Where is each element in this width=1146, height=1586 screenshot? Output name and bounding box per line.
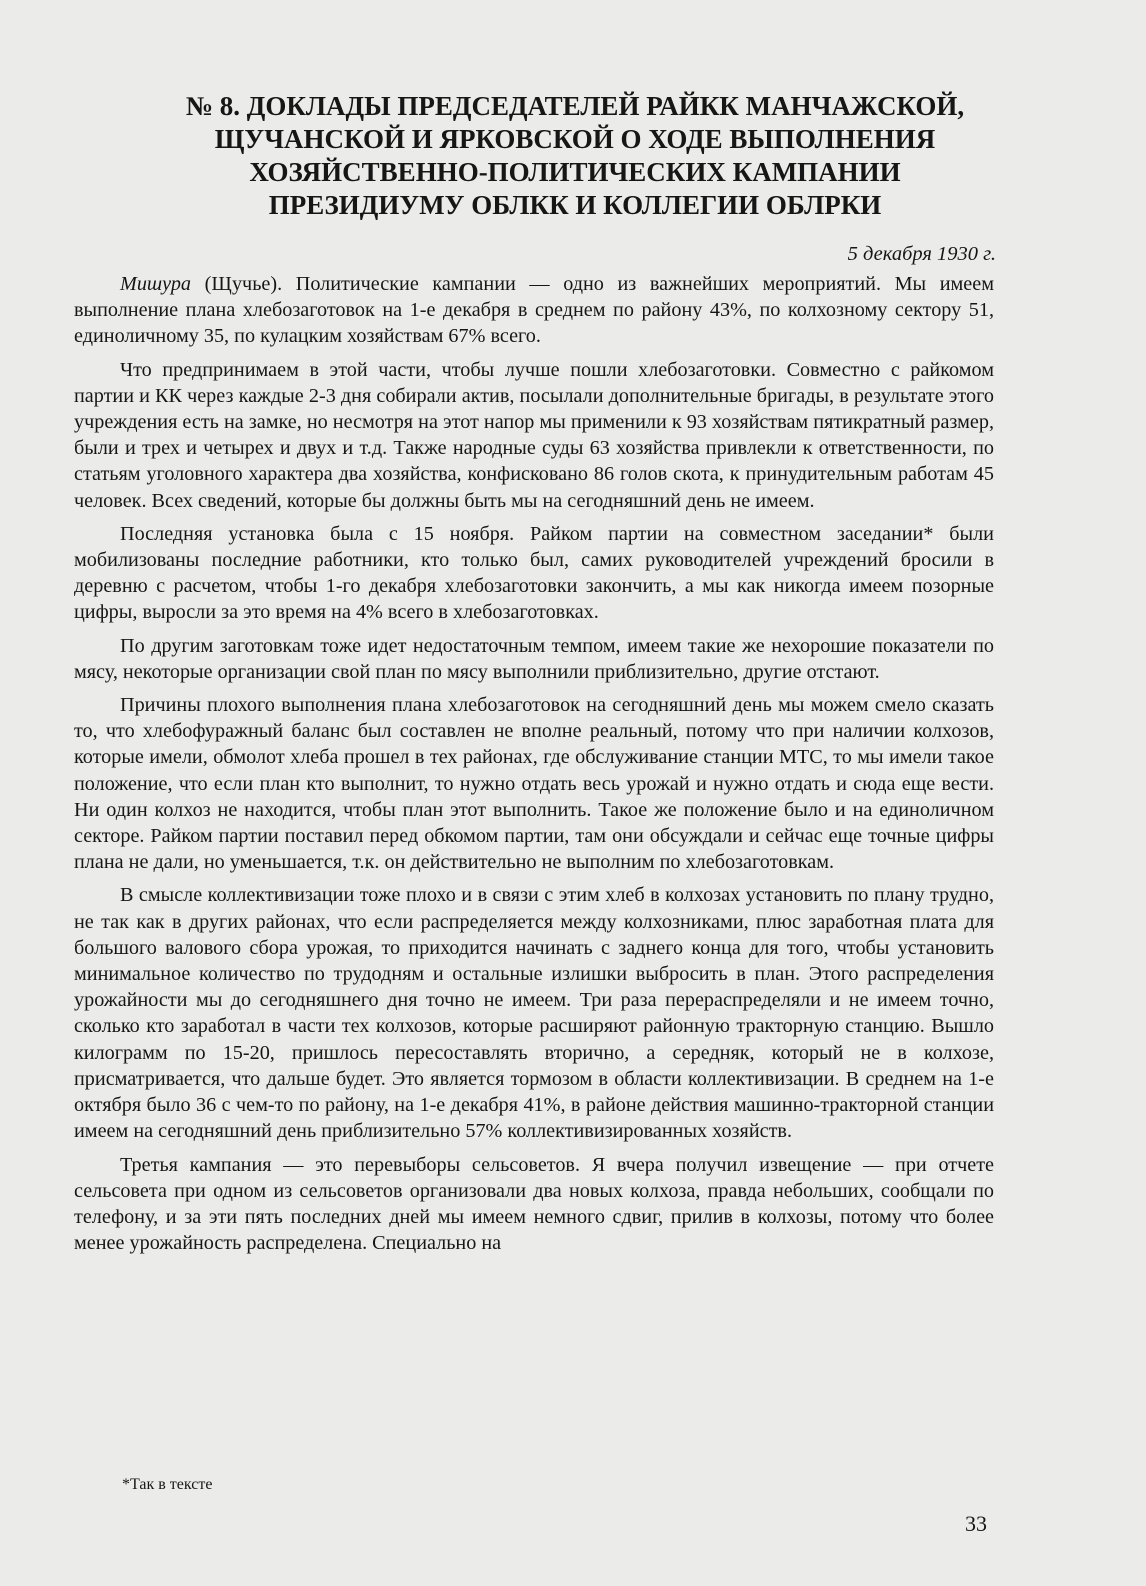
paragraph: В смысле коллективизации тоже плохо и в связи с этим хлеб в колхозах установить по плану трудно, не так как в других районах, что если распределяется между колхозниками, плюс заработная плата для большого валового сбора урожая, то приходится начинать с заднего конца для того, чтобы установить минимальное количество по трудодням и остальные излишки выбросить в план. Этого распределения урожайности мы до сегодняшнего дня точно не имеем. Три раза перераспределяли и не имеем точно, сколько кто заработал в части тех колхозов, которые расширяют районную тракторную станцию. Вышло килограмм по 15-20, пришлось пересоставлять вторично, а середняк, который не в колхозе, присматривается, что дальше будет. Это является тормозом в области коллективизации. В среднем на 1-е октября было 36 с чем-то по району, на 1-е декабря 41%, в районе действия машинно-тракторной станции имеем на сегодняшний день приблизительно 57% коллективизированных хозяйств. [74,884,994,1143]
document-title [80,90,1070,222]
page-number: 33 [965,1511,987,1536]
document-body [74,271,994,1263]
paragraph [74,271,994,350]
document-date: 5 декабря 1930 г. [847,243,996,265]
paragraph-text: (Щучье). Политические кампании — одно из важнейших мероприятий. Мы имеем выполнение плана хлебозаготовок на 1-е декабря в среднем по району 43%, по колхозному сектору 51, единоличному 35, по кулацким хозяйствам 67% всего. [74,273,994,348]
paragraph: Что предпринимаем в этой части, чтобы лучше пошли хлебозаготовки. Совместно с райкомом партии и КК через каждые 2-3 дня собирали актив, посылали дополнительные бригады, в результате этого учреждения есть на замке, но несмотря на этот напор мы применили к 93 хозяйствам пятикратный размер, были и трех и четырех и двух и т.д. Также народные суды 63 хозяйства привлекли к ответственности, по статьям уголовного характера два хозяйства, конфисковано 86 голов скота, к принудительным работам 45 человек. Всех сведений, которые бы должны быть мы на сегодняшний день не имеем. [74,358,994,512]
paragraph: Последняя установка была с 15 ноября. Райком партии на совместном заседании* были мобилизованы последние работники, кто только был, самих руководителей учреждений бросили в деревню с расчетом, чтобы 1-го декабря хлебозаготовки закончить, а мы как никогда имеем позорные цифры, выросли за это время на 4% всего в хлебозаготовках. [74,522,994,624]
paragraph: Причины плохого выполнения плана хлебозаготовок на сегодняшний день мы можем смело сказать то, что хлебофуражный баланс был составлен не вполне реальный, потому что при наличии колхозов, которые имели, обмолот хлеба прошел в тех районах, где обслуживание станции МТС, то мы имели такое положение, что если план кто выполнит, то нужно отдать весь урожай и нужно отдать и сюда еще вести. Ни один колхоз не находится, чтобы план этот выполнить. Такое же положение было и на единоличном секторе. Райком партии поставил перед обкомом партии, там они обсуждали и сейчас еще точные цифры плана не дали, но уменьшается, т.к. он действительно не выполним по хлебозаготовкам. [74,694,994,874]
title-line: ЩУЧАНСКОЙ И ЯРКОВСКОЙ О ХОДЕ ВЫПОЛНЕНИЯ [214,124,936,154]
title-line: ХОЗЯЙСТВЕННО-ПОЛИТИЧЕСКИХ КАМПАНИИ [249,157,901,187]
title-line: № 8. ДОКЛАДЫ ПРЕДСЕДАТЕЛЕЙ РАЙКК МАНЧАЖСКОЙ, [185,91,965,121]
speaker-name: Мишура [120,273,192,295]
paragraph: Третья кампания — это перевыборы сельсоветов. Я вчера получил извещение — при отчете сельсовета при одном из сельсоветов организовали два новых колхоза, правда небольших, сообщали по телефону, и за эти пять последних дней мы имеем немного сдвиг, прилив в колхозы, потому что более менее урожайность распределена. Специально на [74,1153,994,1255]
title-line: ПРЕЗИДИУМУ ОБЛКК И КОЛЛЕГИИ ОБЛРКИ [268,190,882,220]
footnote: *Так в тексте [122,1476,213,1493]
paragraph: По другим заготовкам тоже идет недостаточным темпом, имеем такие же нехорошие показатели по мясу, некоторые организации свой план по мясу выполнили приблизительно, другие отстают. [74,634,994,683]
